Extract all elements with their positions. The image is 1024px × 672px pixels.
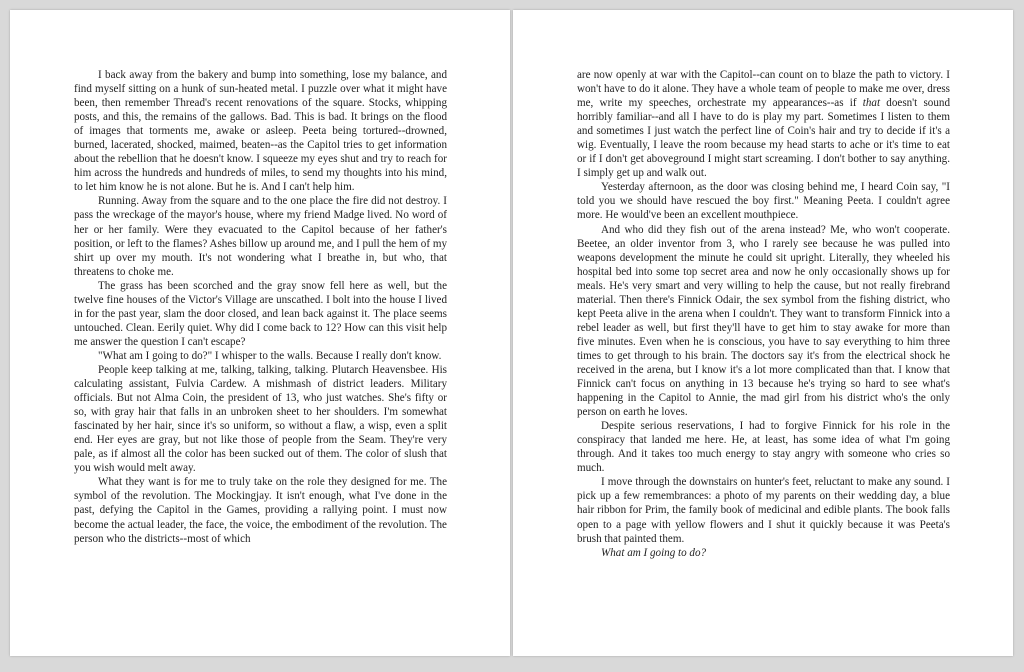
paragraph: Running. Away from the square and to the one place the fire did not destroy. I pass the wreckage of the mayor's house, where my friend Madge lived. No word of her or her family. Were they evacuated to the Capitol because of her father's position, or left to the flames? Ashes billow up around me, and I pull the hem of my shirt up over my mouth. It's not wondering what I breathe in, but who, that threatens to choke me. [74, 195, 447, 278]
paragraph: Yesterday afternoon, as the door was closing behind me, I heard Coin say, "I told you we should have rescued the boy first." Meaning Peeta. I couldn't agree more. He would've been an excellent mouthpiece. [577, 181, 950, 222]
lead-italic-text: that [862, 97, 881, 110]
paragraph: "What am I going to do?" I whisper to the walls. Because I really don't know. [98, 349, 442, 362]
page-right [513, 10, 1013, 656]
paragraph: People keep talking at me, talking, talking, talking. Plutarch Heavensbee. His calculating assistant, Fulvia Cardew. A mishmash of district leaders. Military officials. But not Alma Coin, the president of 13, who just watches. She's fifty or so, with gray hair that falls in an unbroken sheet to her shoulders. I'm somewhat fascinated by her hair, since it's so uniform, so without a flaw, a wisp, even a split end. Her eyes are gray, but not like those of people from the Seam. They're very pale, as if almost all the color has been sucked out of them. The color of slush that you wish would melt away. [74, 363, 447, 475]
paragraph: Despite serious reservations, I had to forgive Finnick for his role in the conspiracy that landed me here. He, at least, has some idea of what I'm going through. And it takes too much energy to stay angry with someone who cries so much. [577, 420, 950, 475]
paragraph: What they want is for me to truly take on the role they designed for me. The symbol of the revolution. The Mockingjay. It isn't enough, what I've done in the past, defying the Capitol in the Games, providing a rallying point. I must now become the actual leader, the face, the voice, the embodiment of the revolution. The person who the districts--most of which [74, 476, 447, 545]
paragraph: I move through the downstairs on hunter's feet, reluctant to make any sound. I pick up a few remembrances: a photo of my parents on their wedding day, a blue hair ribbon for Prim, the family book of medicinal and edible plants. The book falls open to a page with yellow flowers and I shut it quickly because it was Peeta's brush that painted them. [577, 476, 950, 545]
page-left [10, 10, 510, 656]
paragraph: I back away from the bakery and bump into something, lose my balance, and find myself sitting on a hunk of sun-heated metal. I puzzle over what it might have been, then remember Thread's recent renovations of the square. Stocks, whipping posts, and this, the remains of the gallows. Bad. This is bad. It brings on the flood of images that torments me, awake or asleep. Peeta being tortured--drowned, burned, lacerated, shocked, maimed, beaten--as the Capitol tries to get information about the rebellion that he doesn't know. I squeeze my eyes shut and try to reach for him across the hundreds and hundreds of miles, to send my thoughts into his mind, to let him know he is not alone. But he is. And I can't help him. [74, 69, 447, 194]
page-right-text [577, 68, 950, 560]
paragraph-continued [577, 68, 950, 180]
lead-end-text: doesn't sound horribly familiar--and all I have to do is play my part. Sometimes I listen to them and sometimes I just watch the perfect line of Coin's hair and try to decide if it's a wig. Eventually, I leave the room because my head starts to ache or it's time to eat or if I don't get aboveground I might start screaming. I don't bother to say anything. I simply get up and walk out. [577, 97, 950, 180]
page-left-text [74, 68, 447, 546]
paragraph: The grass has been scorched and the gray snow fell here as well, but the twelve fine houses of the Victor's Village are unscathed. I bolt into the house I lived in for the past year, slam the door closed, and lean back against it. The place seems untouched. Clean. Eerily quiet. Why did I come back to 12? How can this visit help me answer the question I can't escape? [74, 279, 447, 348]
closing-line: What am I going to do? [601, 546, 707, 559]
lead-text: are now openly at war with the Capitol--can count on to blaze the path to victory. I won't have to do it alone. They have a whole team of people to make me over, dress me, write my speeches, orchestrate my appearances--as if [577, 69, 950, 110]
paragraph: And who did they fish out of the arena instead? Me, who won't cooperate. Beetee, an older inventor from 3, who I rarely see because he was pulled into weapons development the minute he could sit upright. Literally, they wheeled his hospital bed into some top secret area and now he only occasionally shows up for meals. He's very smart and very willing to help the cause, but not really firebrand material. Then there's Finnick Odair, the sex symbol from the fishing district, who kept Peeta alive in the arena when I couldn't. They want to transform Finnick into a rebel leader as well, but first they'll have to get him to stay awake for more than five minutes. Even when he is conscious, you have to say everything to him three times to get through to his brain. The doctors say it's from the electrical shock he received in the arena, but I know it's a lot more complicated than that. I know that Finnick can't focus on anything in 13 because he's trying so hard to see what's happening in the Capitol to Annie, the mad girl from his district who's the only person on earth he loves. [577, 223, 950, 419]
